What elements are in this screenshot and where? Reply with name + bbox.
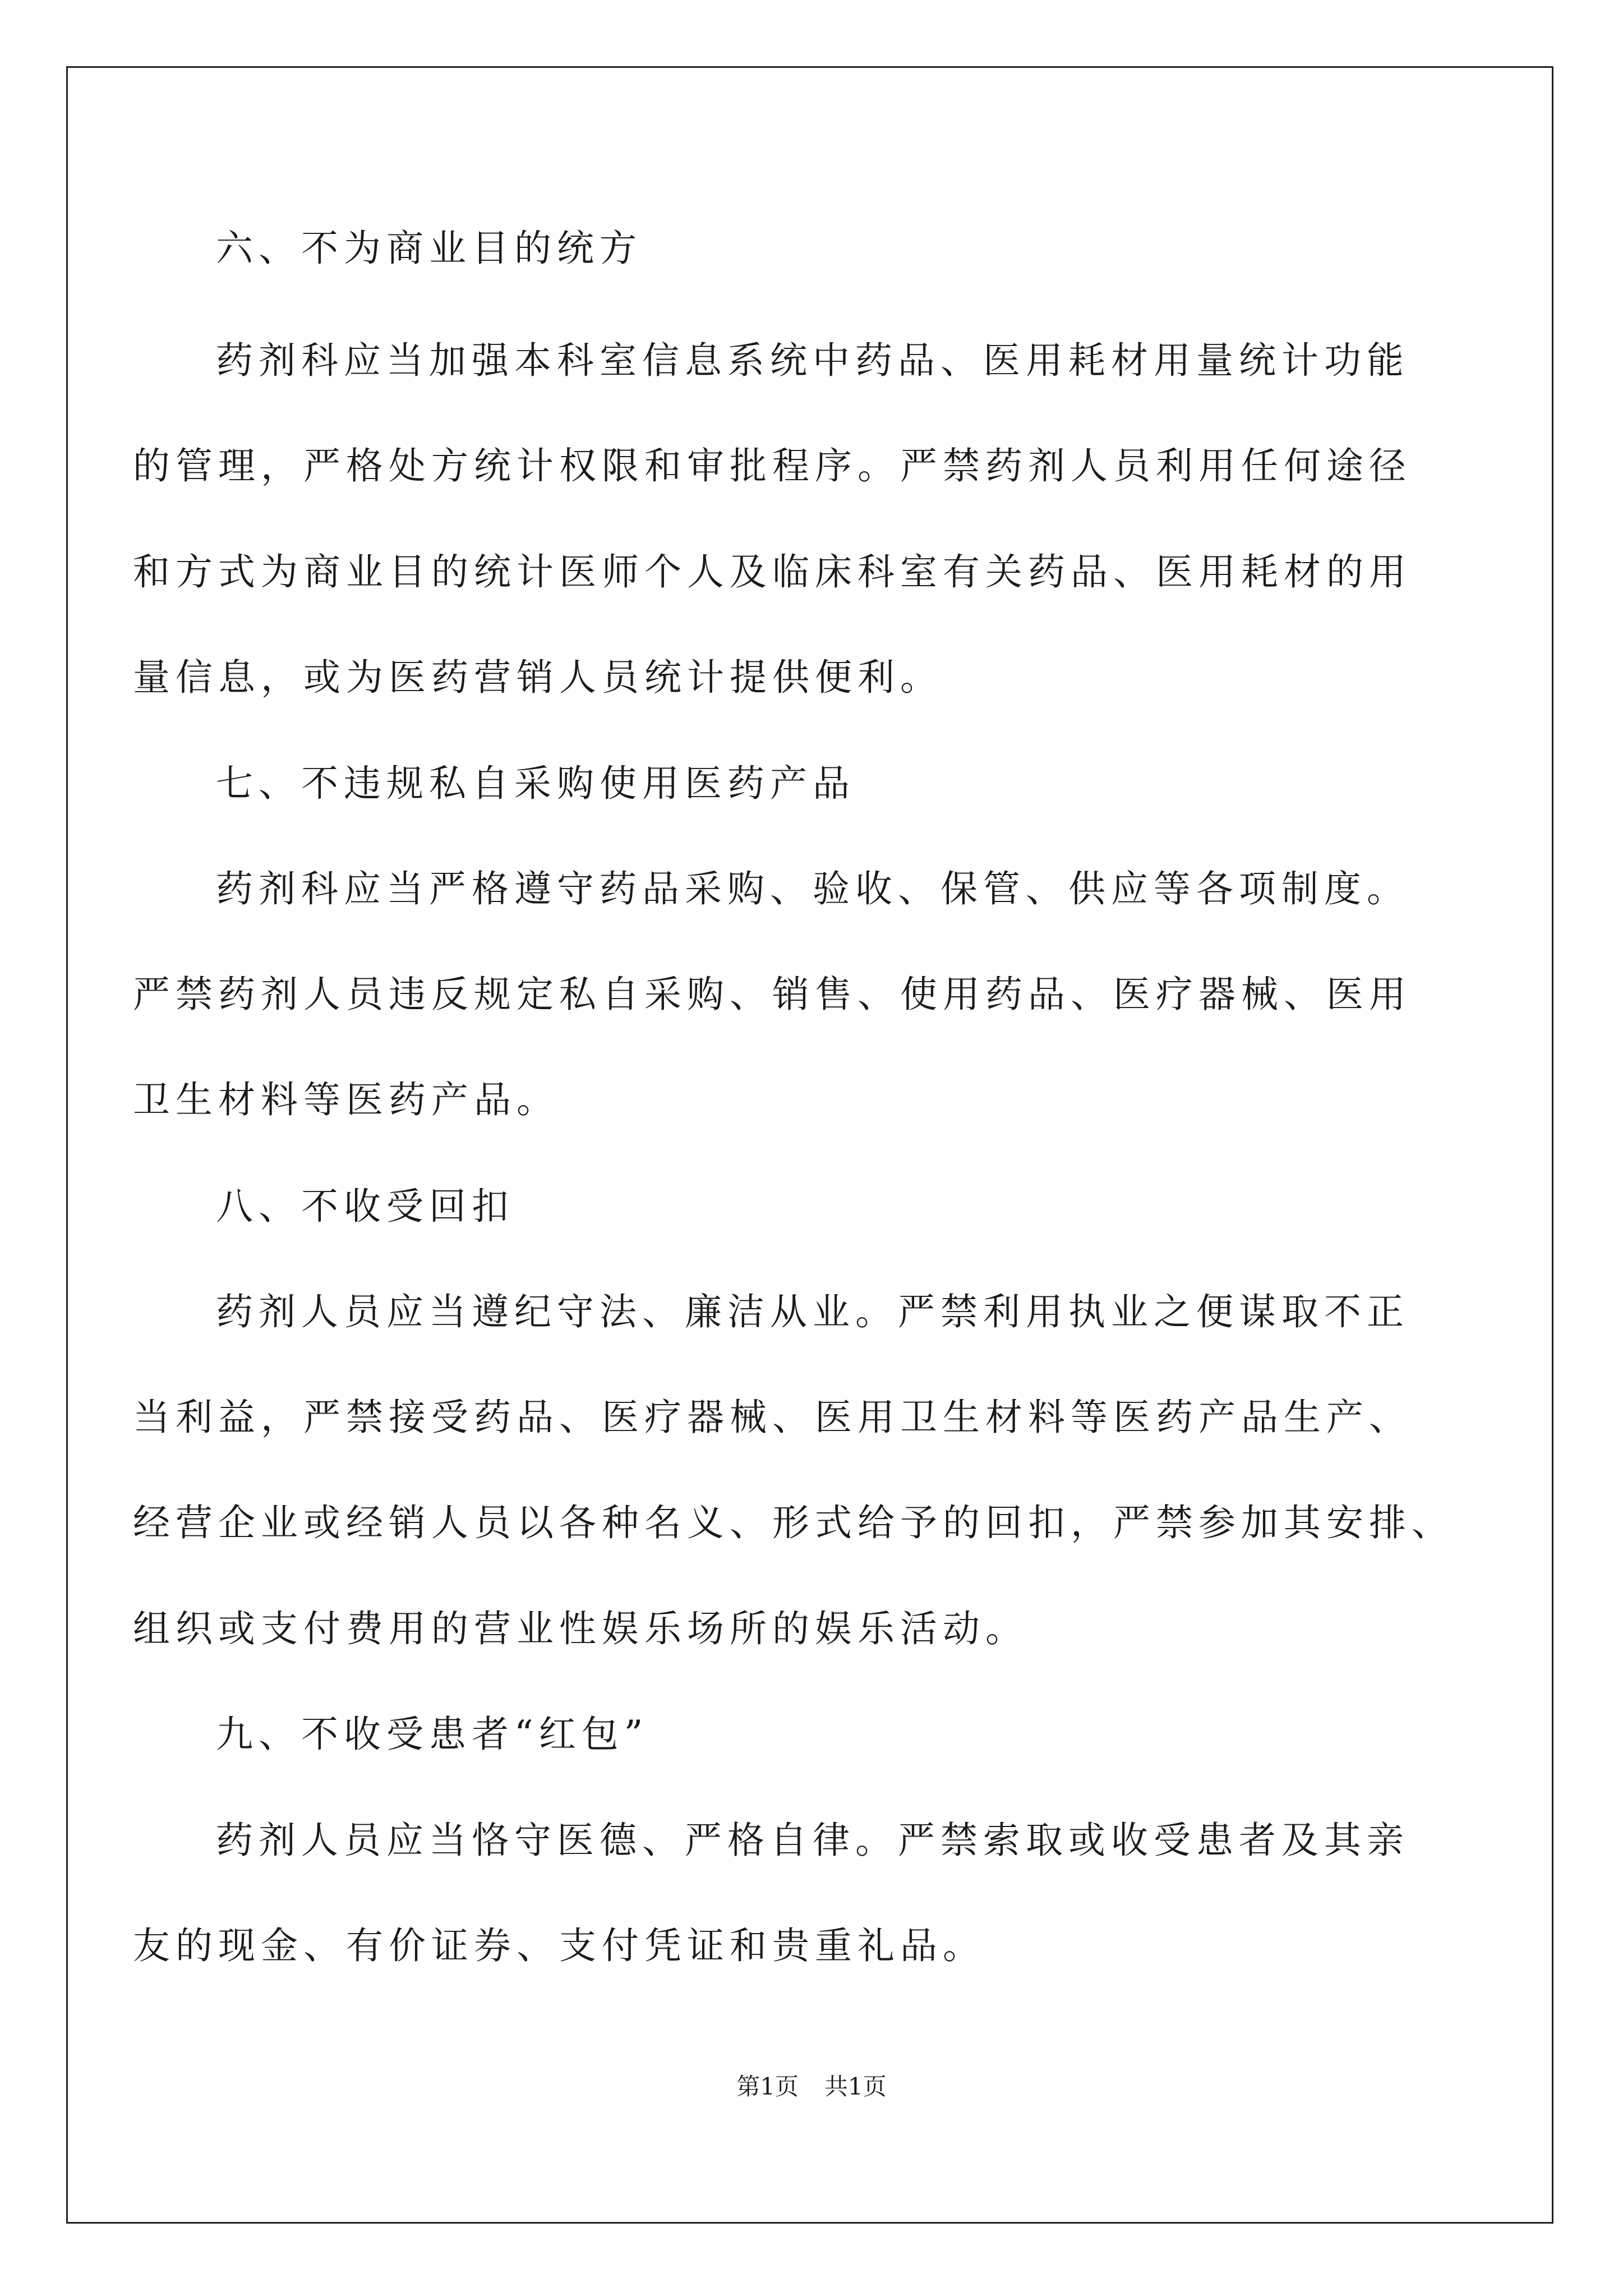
paragraph-line: 药剂人员应当恪守医德、严格自律。严禁索取或收受患者及其亲 bbox=[216, 1819, 1409, 1862]
paragraph-line: 卫生材料等医药产品。 bbox=[133, 1078, 559, 1121]
paragraph-line: 经营企业或经销人员以各种名义、形式给予的回扣，严禁参加其安排、 bbox=[133, 1501, 1454, 1544]
section-heading-8: 八、不收受回扣 bbox=[216, 1185, 514, 1228]
paragraph-line: 友的现金、有价证券、支付凭证和贵重礼品。 bbox=[133, 1924, 985, 1967]
paragraph-line: 量信息，或为医药营销人员统计提供便利。 bbox=[133, 656, 943, 699]
paragraph-line: 的管理，严格处方统计权限和审批程序。严禁药剂人员利用任何途径 bbox=[133, 444, 1412, 487]
section-heading-7: 七、不违规私自采购使用医药产品 bbox=[216, 762, 855, 805]
section-heading-6: 六、不为商业目的统方 bbox=[216, 227, 642, 270]
paragraph-line: 严禁药剂人员违反规定私自采购、销售、使用药品、医疗器械、医用 bbox=[133, 973, 1412, 1016]
paragraph-line: 和方式为商业目的统计医师个人及临床科室有关药品、医用耗材的用 bbox=[133, 550, 1412, 593]
page-footer bbox=[0, 2070, 1623, 2104]
paragraph-line: 药剂科应当严格遵守药品采购、验收、保管、供应等各项制度。 bbox=[216, 867, 1409, 910]
paragraph-line: 药剂人员应当遵纪守法、廉洁从业。严禁利用执业之便谋取不正 bbox=[216, 1290, 1409, 1333]
page-total: 共1页 bbox=[824, 2073, 887, 2100]
paragraph-line: 当利益，严禁接受药品、医疗器械、医用卫生材料等医药产品生产、 bbox=[133, 1396, 1412, 1439]
section-heading-9: 九、不收受患者“红包” bbox=[216, 1713, 649, 1756]
paragraph-line: 药剂科应当加强本科室信息系统中药品、医用耗材用量统计功能 bbox=[216, 339, 1409, 382]
page-number: 第1页 bbox=[736, 2073, 799, 2100]
page-border bbox=[66, 66, 1553, 2224]
paragraph-line: 组织或支付费用的营业性娱乐场所的娱乐活动。 bbox=[133, 1607, 1028, 1650]
